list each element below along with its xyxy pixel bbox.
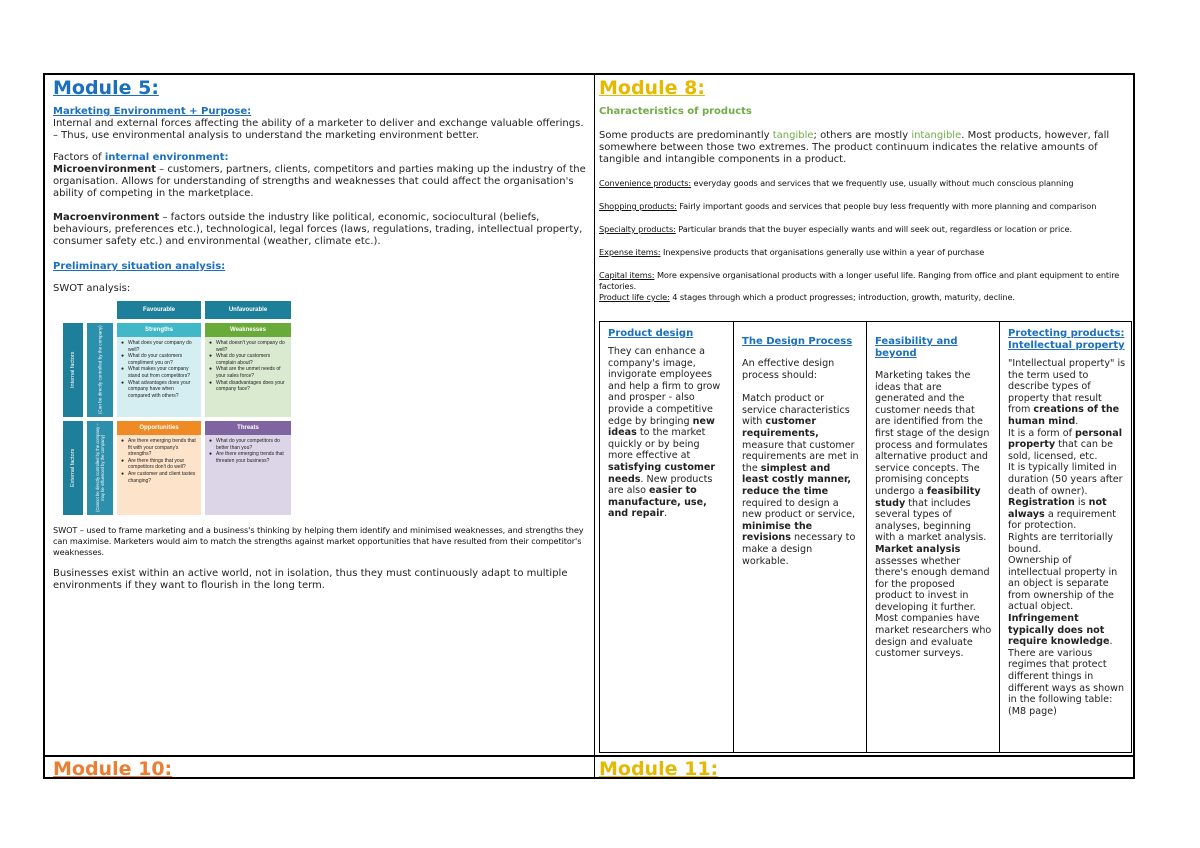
swot-strengths: Strengths [117,323,201,337]
shopping-products: Shopping products: Fairly important goods and services that people buy less frequently with more planning and comparison [599,201,1097,211]
product-design-text: They can enhance a company's image, invigorate employees and help a firm to grow and prosper - also provide a competitive edge by bringing new ideas to the market quickly or by being more effective at satisfying customer needs. New products are also easier to manufacture, use, and repair. [608,346,721,520]
module-8-cell [599,77,1133,753]
capital-items: Capital items: More expensive organisational products with a longer useful life. Ranging from office and plant equipment to entire factories. [599,270,1120,291]
swot-opportunities: Opportunities [117,421,201,435]
swot-strengths-box [117,323,201,417]
expense-items: Expense items: Inexpensive products that organisations generally use within a year of purchase [599,247,985,257]
market-analysis-text: Market analysis assesses whether there's enough demand for the proposed product to invest in developing it further. Most companies have market researchers who design and evaluate customer surveys. [875,543,992,660]
swot-favourable: Favourable [117,301,201,319]
design-process-intro: An effective design process should: [742,358,835,381]
specialty-products: Specialty products: Particular brands that the buyer especially wants and will seek out, regardless or location or price. [599,224,1072,234]
row-divider [45,755,1133,757]
swot-strengths-list: ● What does your company do well? ● What do your customers compliment you on? ● What makes your company stand out from competitors? ● What advantages does your company have when compared with others? [121,340,197,399]
feasibility-column [866,322,999,752]
module-8-title: Module 8: [599,77,705,99]
characteristics-heading: Characteristics of products [599,106,752,117]
product-design-table [599,321,1132,753]
swot-weaknesses-list: ● What doesn't your company do well? ● What do your customers complain about? ● What are the unmet needs of your sales force? ● What disadvantages does your company face? [209,340,287,393]
ip-definition: "Intellectual property" is the term used to describe types of property that result from creations of the human mind. [1008,358,1126,427]
environment-text: Internal and external forces affecting the ability of a marketer to deliver and exchange valuable offerings. – Thus, use environmental analysis to understand the marketing environment better. [53,118,584,141]
intellectual-property-column [999,322,1132,752]
swot-external: External factors [63,421,83,515]
column-divider [594,75,595,777]
design-process-text: Match product or service characteristics with customer requirements, measure that customer requirements are met in the simplest and least costly manner, reduce the time required to design a new product or service, minimise the revisions necessary to make a design workable. [742,393,859,567]
closing-text: Businesses exist within an active world, not in isolation, thus they must continuously adapt to multiple environments if they want to flourish in the long term. [53,568,568,591]
ip-regimes: There are various regimes that protect different things in different ways as shown in the following table: (M8 page) [1008,647,1125,717]
ip-registration: Registration is not always a requirement for protection. [1008,497,1116,532]
swot-external-sub: (Cannot be directly controlled by the company – may be influenced by the company) [87,421,113,515]
swot-description: SWOT – used to frame marketing and a business's thinking by helping them identify and minimised weaknesses, and strengths they can maximise. Marketers would aim to match the strengths against market opportunities that have resulted from their competitor's weaknesses. [53,525,584,557]
design-process-heading: The Design Process [742,336,853,347]
feasibility-text: Marketing takes the ideas that are generated and the customer needs that are identified from the first stage of the design process and formulates alternative product and service concepts. The promising concepts undergo a feasibility study that includes several types of analyses, beginning with a market analysis. [875,370,990,544]
swot-weaknesses-box [205,323,291,417]
ip-territory: Rights are territorially bound. [1008,531,1114,555]
ip-infringement: Infringement typically does not require knowledge. [1008,613,1113,648]
swot-opportunities-box [117,421,201,515]
swot-unfavourable: Unfavourable [205,301,291,319]
product-design-heading: Product design [608,328,694,339]
environment-heading: Marketing Environment + Purpose: [53,106,252,117]
convenience-products: Convenience products: everyday goods and services that we frequently use, usually without much conscious planning [599,178,1074,188]
module-5-cell [53,77,589,753]
swot-threats-list: ● What do your competitors do better than you? ● Are there emerging trends that threaten your business? [209,438,287,464]
module-11-title: Module 11: [599,758,719,778]
intellectual-property-heading: Protecting products: Intellectual property [1008,328,1125,351]
macroenvironment-text: Macroenvironment – factors outside the industry like political, economic, sociocultural (beliefs, behaviours, preferences etc.), technological, legal forces (laws, regulations, trading, intellectual property, consumer safety etc.) and environmental (weather, climate etc.). [53,212,583,247]
swot-diagram [63,301,299,519]
swot-threats-box [205,421,291,515]
swot-internal: Internal factors [63,323,83,417]
feasibility-heading: Feasibility and beyond [875,336,958,359]
swot-internal-sub: (Can be directly controlled by the company) [87,323,113,417]
swot-opportunities-list: ● Are there emerging trends that fit with your company's strengths? ● Are there things that your competitors don't do well? ● Are customer and client tastes changing? [121,438,197,484]
product-design-column [600,322,733,752]
design-process-column [733,322,866,752]
product-life-cycle: Product life cycle: 4 stages through which a product progresses; introduction, growth, maturity, decline. [599,292,1015,302]
microenvironment-text: Microenvironment – customers, partners, clients, competitors and parties making up the industry of the organisation. Allows for understanding of strengths and weaknesses that could affect the organisation's ability of competing in the marketplace. [53,164,586,199]
swot-weaknesses: Weaknesses [205,323,291,337]
ip-duration: It is typically limited in duration (50 years after death of owner). [1008,462,1123,497]
module-10-title: Module 10: [53,758,173,778]
swot-label: SWOT analysis: [53,283,131,294]
module-10-cell [53,758,589,778]
factors-line: Factors of internal environment: [53,152,229,163]
module-11-cell [599,758,1133,778]
swot-threats: Threats [205,421,291,435]
product-intro: Some products are predominantly tangible; others are mostly intangible. Most products, however, fall somewhere between those two extremes. The product continuum indicates the relative amounts of tangible and intangible components in a product. [599,130,1110,165]
module-table [43,73,1135,779]
ip-personal-property: It is a form of personal property that can be sold, licensed, etc. [1008,427,1122,462]
preliminary-heading: Preliminary situation analysis: [53,261,226,272]
ip-ownership: Ownership of intellectual property in an object is separate from ownership of the actual object. [1008,555,1118,613]
module-5-title: Module 5: [53,77,159,99]
